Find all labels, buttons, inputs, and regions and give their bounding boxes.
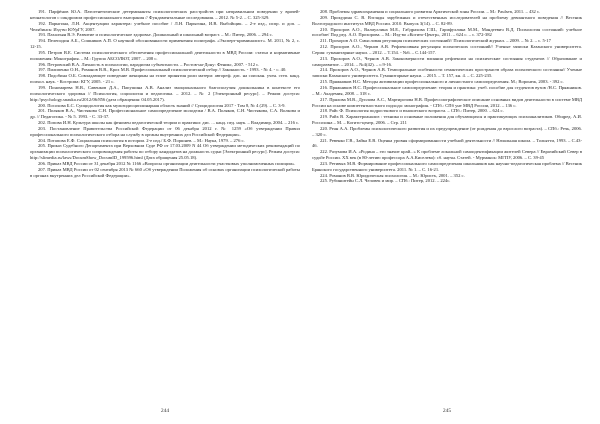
reference-item: 191. Парфёнов Ю.А. Патогенетические детерминанты психологических расстройств при неправильном поведении у врачей-неонатологов с синдромом профессионального выгорания // Фундаментальные исследования. – 2012. № 5-2. – С. 325-329. (30, 9, 300, 20)
reference-item: 225. Рубинштейн С.Л. Человек и мир. – СПб.: Питер, 2012. – 224с. (320, 178, 451, 184)
reference-item: 223. Ретивых М.В. Формирование профессионального самоопределения школьников как научно-педагогическая проблема // Вестник Брянского государственного университета. 2011. № 1. – С. 16-21. (312, 160, 582, 172)
reference-item: 209. Прокудина С. В. Взгляды зарубежных и отечественных исследователей на проблему девиантного поведения // Вестник Волгоградского института МВД России. 2010. Выпуск 3(14). – С. 82-89. (312, 14, 582, 26)
reference-item: 221. Ревенко Г.В., Зайка Е.В. Оценка уровня сформированности учебной деятельности // Начальная школа. – Тольятти, 1993. – С.43-46. (312, 137, 582, 149)
reference-item: 211. Прохоров А.О. Смысловая регуляция психических состояний// Психологический журнал. – 2009. – № 2. – с. 5-17 (320, 38, 551, 44)
reference-item: 218. Райс Ф. Психология подросткового и юношеского возраста. – СПб.: Питер, 2000. – 624 с. (320, 108, 504, 114)
reference-item: 214. Прохоров А.О., Чернов А.В. Темпоральные особенности семантических пространств образа психического состояния// Ученые записки Казанского университета. Гуманитарные науки. – 2015. – Т. 157, кн. 4. – С. 225-235. (312, 67, 582, 79)
reference-item: 222. Разумова И.А. «Родина – это значит край...» К проблеме локальной самоидентификации жителей Севера // Евразийский Север в судьбе России. XX век (в 80-летию профессора А.А.Киселева): сб. научн. Статей. - Мурманск: МГПУ, 2006. – С. 39-45 (312, 149, 582, 161)
page-number: 245 (442, 408, 452, 414)
reference-item: 208. Проблемы здравоохранения и социального развития Арктической зоны России. – М.: Paulsen, 2011. – 432 с. (320, 9, 541, 14)
reference-item: 197. Пилипенко О.Н., Романов В.В., Крох М.В. Профессиональный психологический отбор // Законность. - 1993. - № 4. - с. 40. (38, 67, 287, 73)
reference-item: 215. Пряжников Н.С. Методы активизации профессионального и личностного самоопределения. М.; Воронеж, 2003. - 392 с. (320, 79, 564, 85)
reference-item: 207. Приказ МВД России от 02 сентября 2013 № 660 «Об утверждении Положения об основах организации психологической работы в органах внутренних дел Российской Федерации». (30, 166, 300, 178)
reference-item: 203. Постановление Правительства Российской Федерации от 06 декабря 2012 г. № 1259 «Об утверждении Правил профессионального психологического отбора на службу в органы внутренних дел Российской Федерации». (30, 125, 300, 137)
reference-item: 194. Пелеподин А.Б., Сошников А.П. О научной обоснованности применения полиграфа. «Эксперт-криминалист». М. 2011, № 2, с. 12-15. (30, 38, 300, 50)
reference-item: 217. Прялова М.В., Дуплова А.С., Мартирозова Н.В. Профессиографическое описание основных видов деятельности в системе МВД России на основе компетентностного подхода: монография. - СПб.: СПб унт МВД России, 2012. – 136 с. (312, 96, 582, 108)
reference-item: 195. Петров В.Е. Система психологического обеспечения профессиональной деятельности в МВД России: статьи и нормативные положения: Монография. – М.: Группа АБСОЛЮТ, 2007. – 208 с. (30, 49, 300, 61)
reference-item: 210. Прохоров А.О., Валиуллина М.Е., Габдрахова Г.Ш., Гарифуллина М.М., Мандеевич В.Д. Психология состояний: учебное пособие/ Под ред. А.О. Прохорова. – М.: Изд-во «Когито-Центр», 2011. – 624 с. – с. 372-382 (312, 26, 582, 38)
reference-item: 206. Приказ МВД России от 31 декабря 2012 № 1166 «Вопросы организации деятельности участковых уполномоченных полиции». (38, 160, 296, 166)
reference-item: 192. Парыгина, Л.Н. Акцентуации характера: учебное пособие / Л.Н. Парыгина, И.В. Выбойщик. – 2-е изд., испр. и доп. – Челябинск: Изд-во ЮУрГУ, 2007. (30, 20, 300, 32)
reference-list (30, 0, 300, 178)
page-number: 244 (160, 408, 170, 414)
reference-item: 198. Подобина О.Б. Совладающее поведение женщины на этапе принятия роли матери: автореф. дис. на соискан. учен. степ. канд. психол. наук. - Кострома: КГУ, 2005. - 21 с. (30, 73, 300, 85)
reference-item: 205. Приказ Судебного Департамента при Верховном Суде РФ от 17.03.2009 N 44 Об утверждении методических рекомендаций по организации психологического сопровождения работы по отбору кандидатов на должность судьи [Электронный ресурс]. Режим доступа: http://slimedia.ru/laws/DocumShow_DocumID_199596.html (Дата обращения 25.05.18). (30, 143, 300, 161)
reference-item: 216. Пряжников Н.С. Профессиональное самоопределение: теория и практика: учеб. пособие для студентов вузов /Н.С. Пряжников. – М.: Академия, 2008. – 318 с. (312, 84, 582, 96)
reference-item: 196. Петровский В.А. Личность в психологии, парадигма субъектности. – Ростов-на-Дону: Феникс, 2007. - 512 с. (38, 61, 260, 67)
reference-item: 193. Пахалъян В.Э. Развитие и психологическое здоровье. Дошкольный и школьный возраст. – М.: Питер, 2006. – 294 с. (38, 32, 273, 38)
reference-item: 212. Прохоров А.О., Чернов А.В. Рефлексивная регуляция психических состояний// Ученые записки Казанского университета. Серия: гуманитарные науки. – 2012. – Т.154. - №6. – С.144-157. (312, 44, 582, 55)
left-page (30, 0, 300, 424)
reference-item: 220. Реан А.А. Проблемы психологического развития и их предупреждение (от рождения до взрослого возраста). – СПб.: Речь, 2006. – 320 с. (312, 125, 582, 137)
right-page (312, 0, 582, 424)
reference-item: 200. Посохова Б.С. Суицидология как мультидисциплинарная область знаний // Суицидология 2017 - Том 8, № 4 (29). – С. 3-9. (38, 102, 286, 108)
reference-item: 201. Поляков В.А., Чистякова С.Н. Профессиональное самоопределение молодежи / В.А. Поляков, С.Н. Чистякова, С.А. Волкова и др. // Педагогика. - № 5. 1993. - С. 33-37. (30, 108, 300, 120)
reference-item: 219. Райх В. Характероанализ : техника и основные положения для обучающихся и практикующих психоаналитиков. Общред. А.И. Россохина – М. – Когито-центр, 2006. – Стр. 211 (312, 114, 582, 126)
reference-item: 224. Романов В.В. Юридическая психология. – М.: Юристъ, 2001. – 352 с. (320, 172, 465, 178)
reference-item: 213. Прохоров А.О., Чернов А.В. Закономерности влияния рефлексии на психические состояния студентов // Образование и саморазвитие. – 2014. – №4(42). – с.9-16. (312, 55, 582, 67)
reference-item: 202. Попова И.Н. Культура школы как феномен педагогической теории и практики: дис. ... канд. пед. наук. – Владимир, 2004. – 216 с. (38, 120, 300, 126)
reference-item: 199. Пономарева Н.В., Савенков Д.А., Папушина А.В. Анализ эмоционального благополучия дошкольника в контексте его психологического здоровья // Психология, социология и педагогика. – 2012. – № 2 [Электронный ресурс]. – Режим доступа: http://psychology.snauka.ru/2012/06/856 (дата обращения: 04.05.2017). (30, 84, 300, 102)
reference-list (312, 0, 582, 184)
reference-item: 204. Потапова Е.Ф. Социальная психология в истории. 2-е изд./ Б.Ф. Поршнев. – М.: Наука, 1979. – 276 с. (38, 137, 245, 143)
